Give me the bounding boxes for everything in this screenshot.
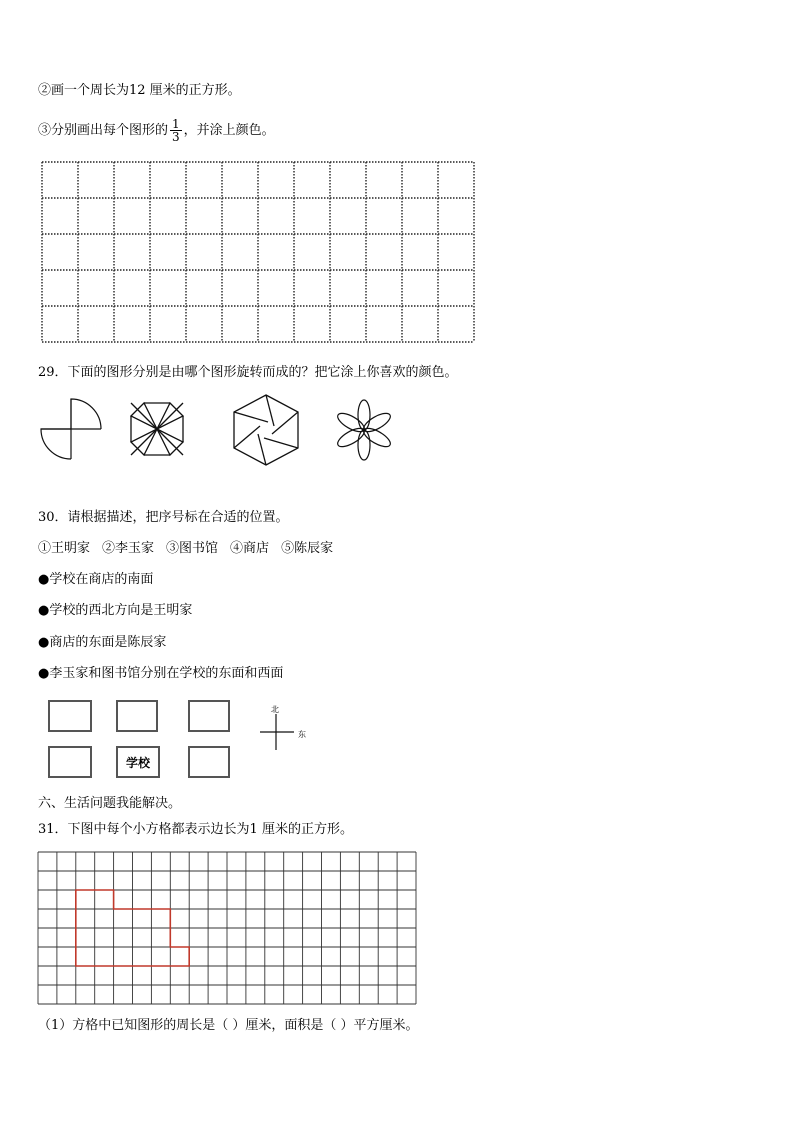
q31-sub-question-1: （1）方格中已知图形的周长是（ ）厘米，面积是（ ）平方厘米。 — [38, 1018, 419, 1033]
q28-item3 — [38, 116, 275, 146]
answer-box-bottom-right[interactable] — [188, 746, 230, 778]
q30-options — [38, 540, 345, 558]
q31-question: 31．下图中每个小方格都表示边长为1 厘米的正方形。 — [38, 822, 353, 837]
option-wang-ming-home: ①王明家 — [38, 541, 91, 556]
fraction-numerator: 1 — [172, 117, 180, 131]
q28-item3-after: ，并涂上颜色。 — [183, 123, 275, 138]
q28-dotted-grid — [42, 162, 474, 342]
section-6-title: 六、生活问题我能解决。 — [38, 796, 182, 811]
pinwheel-figure — [38, 396, 104, 462]
q30-clue-1: ●学校在商店的南面 — [38, 572, 154, 587]
school-box — [116, 746, 160, 778]
q30-clue-3: ●商店的东面是陈辰家 — [38, 635, 167, 650]
cross-arrow-figure — [130, 402, 184, 456]
hexagon-swirl-figure — [228, 392, 304, 468]
answer-box-top-left[interactable] — [48, 700, 92, 732]
option-li-yu-home: ②李玉家 — [102, 541, 155, 556]
fraction-denominator: 3 — [172, 130, 180, 144]
option-library: ③图书馆 — [166, 541, 219, 556]
q28-item2: ②画一个周长为12 厘米的正方形。 — [38, 83, 241, 98]
q31-square-grid — [38, 852, 416, 1004]
answer-box-bottom-left[interactable] — [48, 746, 92, 778]
q30-question: 30．请根据描述，把序号标在合适的位置。 — [38, 510, 289, 525]
q30-clue-4: ●李玉家和图书馆分别在学校的东面和西面 — [38, 666, 284, 681]
option-shop: ④商店 — [230, 541, 270, 556]
option-chen-chen-home: ⑤陈辰家 — [281, 541, 334, 556]
compass-north-label: 北 — [271, 705, 279, 714]
answer-box-top-right[interactable] — [188, 700, 230, 732]
answer-box-top-middle[interactable] — [116, 700, 158, 732]
flower-figure — [332, 398, 396, 462]
school-label: 学校 — [125, 755, 150, 770]
compass-east-label: 东 — [298, 730, 306, 739]
q30-clue-2: ●学校的西北方向是王明家 — [38, 603, 193, 618]
fraction-one-third — [170, 118, 182, 143]
q28-item3-before: ③分别画出每个图形的 — [38, 123, 169, 138]
compass-cross — [258, 712, 298, 752]
q29-question: 29．下面的图形分别是由哪个图形旋转而成的？把它涂上你喜欢的颜色。 — [38, 365, 458, 380]
